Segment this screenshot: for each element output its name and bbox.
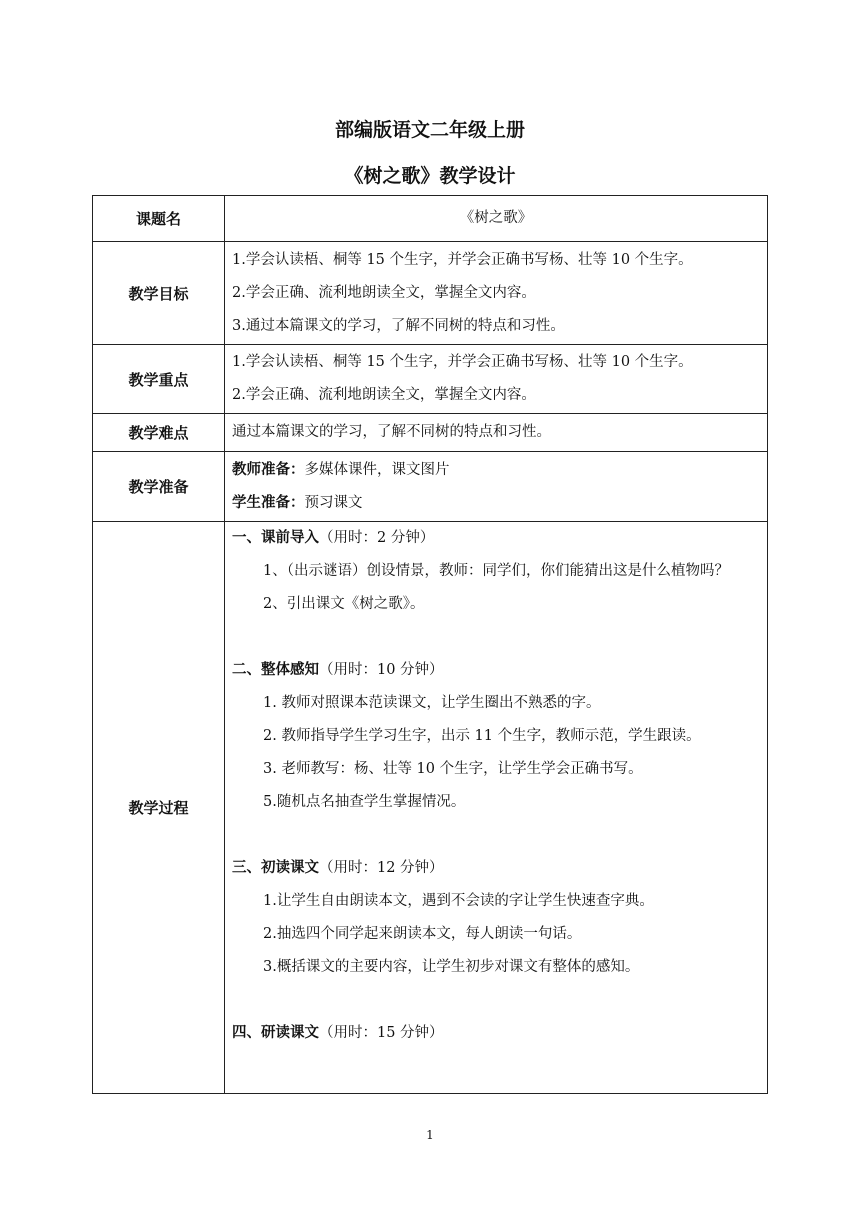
lesson-plan-table [92,195,768,1094]
process-item: 5.随机点名抽查学生掌握情况。 [263,794,466,810]
row-goals [93,242,768,345]
value-process [225,522,768,1094]
label-key-points: 教学重点 [93,345,225,414]
row-topic [93,196,768,242]
doc-subtitle: 《树之歌》教学设计 [344,165,516,187]
process-item: 1.让学生自由朗读本文，遇到不会读的字让学生快速查字典。 [263,893,654,909]
student-prep-value: 预习课文 [304,494,363,511]
doc-title: 部编版语文二年级上册 [334,119,525,141]
value-goals [225,242,768,345]
teacher-prep-value: 多媒体课件，课文图片 [304,461,450,478]
key-point-item: 2.学会正确、流利地朗读全文，掌握全文内容。 [232,387,536,403]
process-item: 3.概括课文的主要内容，让学生初步对课文有整体的感知。 [263,959,640,975]
process-item: 2.抽选四个同学起来朗读本文，每人朗读一句话。 [263,926,582,942]
section-heading: 三、初读课文（用时：12 分钟） [232,860,444,876]
process-item: 2、引出课文《树之歌》。 [263,596,425,612]
page-number: 1 [426,1128,434,1142]
label-difficulty: 教学难点 [93,414,225,452]
goal-item: 2.学会正确、流利地朗读全文，掌握全文内容。 [232,284,536,301]
row-preparation [93,452,768,522]
process-item: 2. 教师指导学生学习生字，出示 11 个生字，教师示范，学生跟读。 [263,728,701,744]
row-process [93,522,768,1094]
key-point-item: 1.学会认读梧、桐等 15 个生字，并学会正确书写杨、壮等 10 个生字。 [232,354,693,370]
process-item: 1、（出示谜语）创设情景，教师：同学们，你们能猜出这是什么植物吗？ [263,563,729,579]
process-item: 1. 教师对照课本范读课文，让学生圈出不熟悉的字。 [263,695,601,711]
section-heading: 一、课前导入（用时：2 分钟） [232,530,435,546]
section-heading: 四、研读课文（用时：15 分钟） [232,1025,444,1041]
label-process: 教学过程 [93,522,225,1094]
process-item: 3. 老师教写：杨、壮等 10 个生字，让学生学会正确书写。 [263,761,643,777]
value-difficulty: 通过本篇课文的学习，了解不同树的特点和习性。 [225,414,768,452]
teacher-prep-label: 教师准备： [232,461,305,478]
value-topic: 《树之歌》 [225,196,768,242]
row-difficulty [93,414,768,452]
value-key-points [225,345,768,414]
goal-item: 1.学会认读梧、桐等 15 个生字，并学会正确书写杨、壮等 10 个生字。 [232,251,693,268]
student-prep-label: 学生准备： [232,494,305,511]
label-goals: 教学目标 [93,242,225,345]
label-topic: 课题名 [93,196,225,242]
value-preparation [225,452,768,522]
goal-item: 3.通过本篇课文的学习，了解不同树的特点和习性。 [232,317,565,334]
row-key-points [93,345,768,414]
label-preparation: 教学准备 [93,452,225,522]
section-heading: 二、整体感知（用时：10 分钟） [232,662,444,678]
